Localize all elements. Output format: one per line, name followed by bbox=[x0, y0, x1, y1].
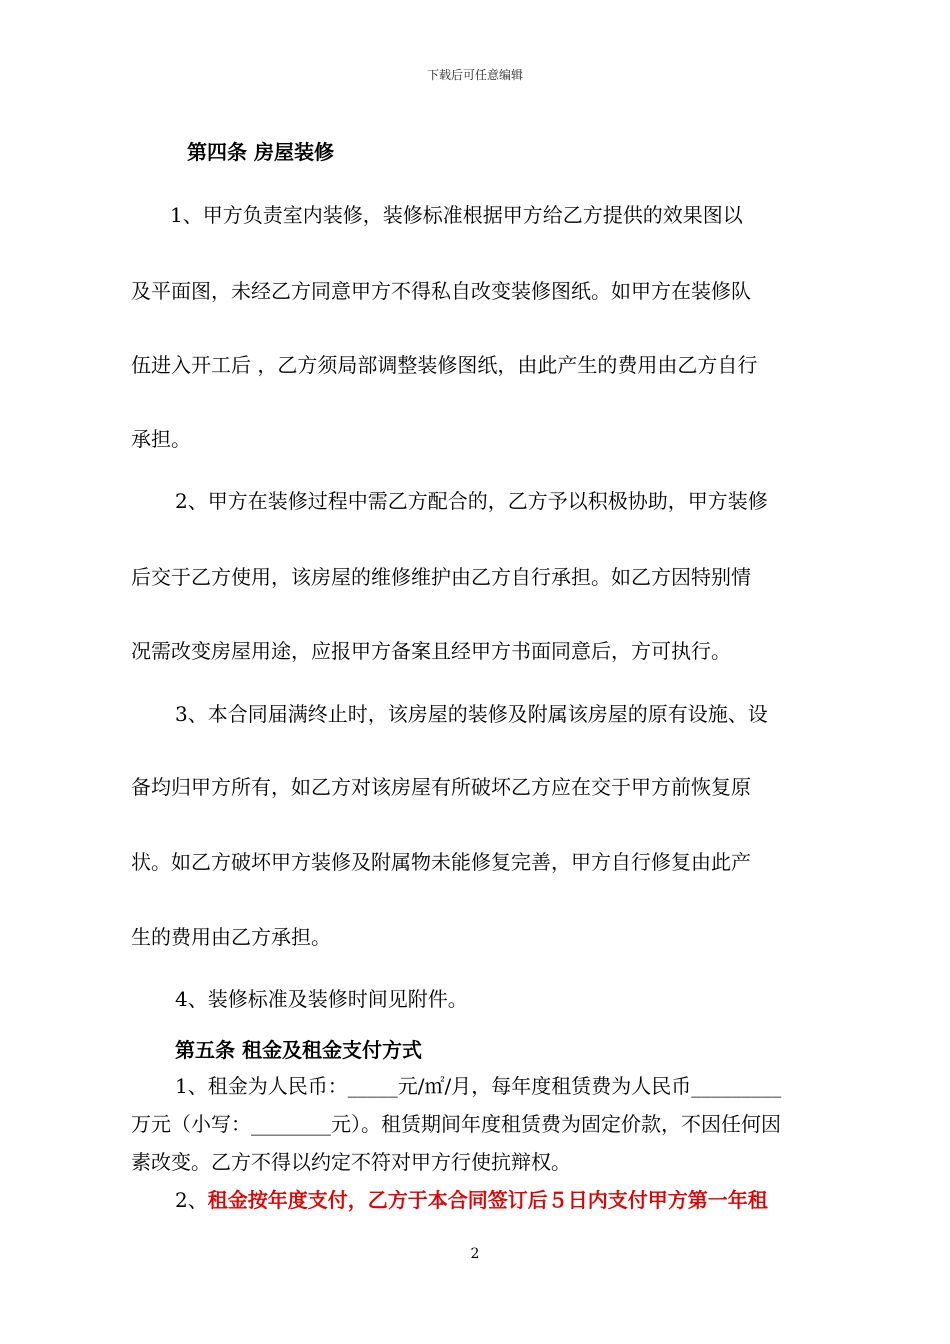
page-header: 下载后可任意编辑 bbox=[426, 68, 523, 82]
section5-p2-red-text: 租金按年度支付，乙方于本合同签订后５日内支付甲方第一年租 bbox=[207, 1188, 768, 1212]
section4-p1-line2: 及平面图，未经乙方同意甲方不得私自改变装修图纸。如甲方在装修队 bbox=[131, 279, 751, 303]
section5-p1-line2: 万元（小写：________元）。租赁期间年度租赁费为固定价款，不因任何因 bbox=[131, 1112, 781, 1136]
section4-p1-line3: 伍进入开工后 ，乙方须局部调整装修图纸，由此产生的费用由乙方自行 bbox=[131, 353, 758, 377]
section5-p1-line3: 素改变。乙方不得以约定不符对甲方行使抗辩权。 bbox=[131, 1150, 571, 1174]
section5-p2 bbox=[175, 1187, 768, 1213]
section4-p1-line1: 1、甲方负责室内装修，装修标准根据甲方给乙方提供的效果图以 bbox=[170, 203, 743, 227]
section4-p3-line3: 状。如乙方破坏甲方装修及附属物未能修复完善，甲方自行修复由此产 bbox=[131, 850, 751, 874]
section5-p2-prefix: 2、 bbox=[175, 1188, 208, 1212]
section4-p3-line4: 生的费用由乙方承担。 bbox=[131, 925, 331, 949]
section4-title: 第四条 房屋装修 bbox=[187, 140, 334, 164]
section4-p2-line1: 2、甲方在装修过程中需乙方配合的，乙方予以积极协助，甲方装修 bbox=[175, 489, 768, 513]
section4-p1-line4: 承担。 bbox=[131, 427, 191, 451]
section5-title: 第五条 租金及租金支付方式 bbox=[175, 1038, 422, 1062]
section4-p2-line3: 况需改变房屋用途，应报甲方备案且经甲方书面同意后，方可执行。 bbox=[131, 639, 731, 663]
page-number: 2 bbox=[470, 1246, 480, 1262]
section4-p4: 4、装修标准及装修时间见附件。 bbox=[175, 987, 468, 1011]
section4-p3-line2: 备均归甲方所有，如乙方对该房屋有所破坏乙方应在交于甲方前恢复原 bbox=[131, 775, 751, 799]
section4-p2-line2: 后交于乙方使用，该房屋的维修维护由乙方自行承担。如乙方因特别情 bbox=[131, 565, 751, 589]
section4-p3-line1: 3、本合同届满终止时，该房屋的装修及附属该房屋的原有设施、设 bbox=[175, 702, 768, 726]
section5-p1-line1: 1、租金为人民币：_____元/㎡/月，每年度租赁费为人民币_________ bbox=[175, 1074, 782, 1098]
